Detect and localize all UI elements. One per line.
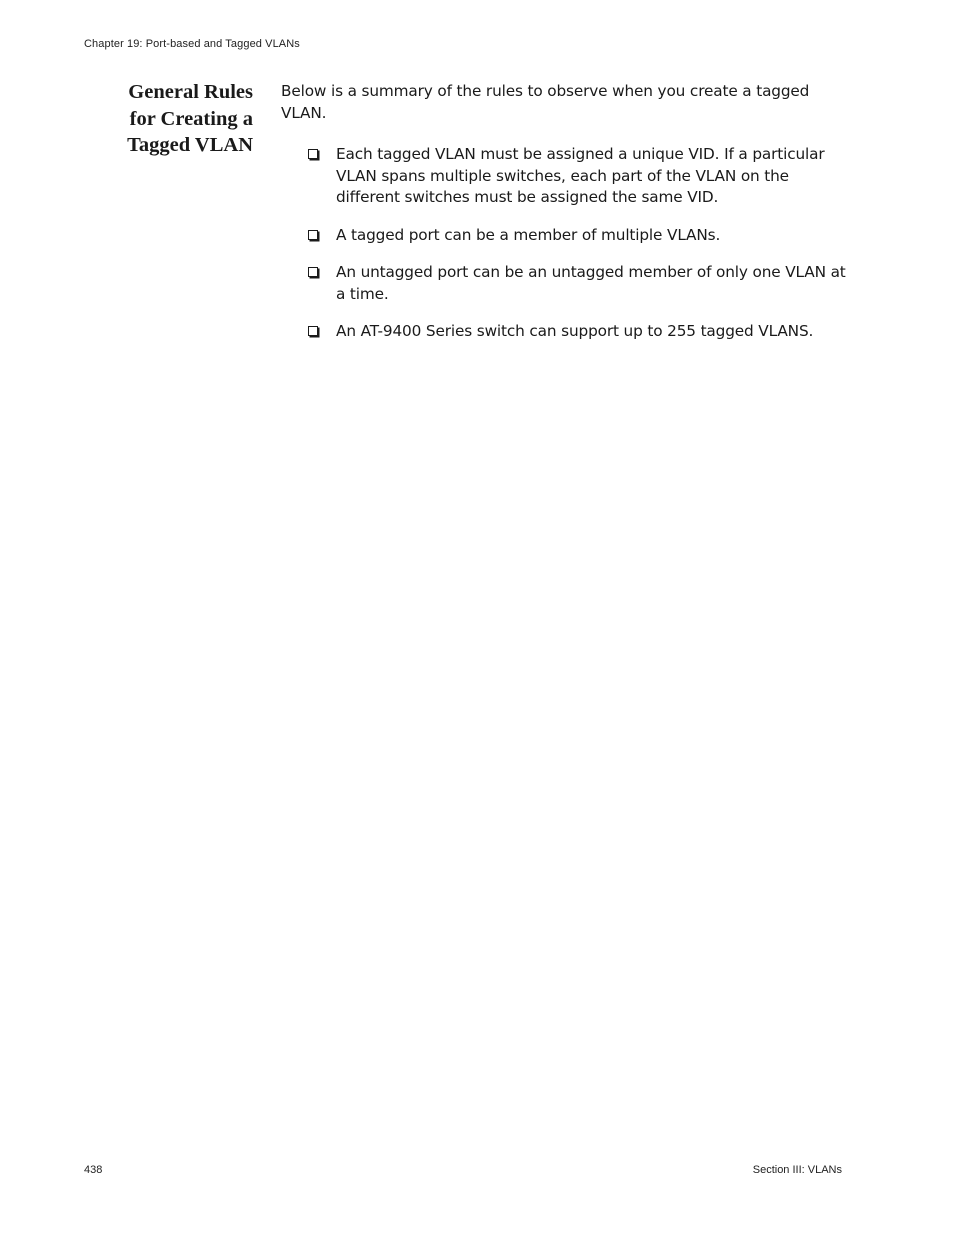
list-item (306, 321, 851, 343)
rule-text: An AT-9400 Series switch can support up to 255 tagged VLANS. (336, 321, 814, 340)
running-header: Chapter 19: Port-based and Tagged VLANs (84, 38, 300, 50)
checkbox-icon (308, 149, 318, 159)
list-item (306, 225, 851, 247)
page-number: 438 (84, 1164, 103, 1176)
section-heading-line: General Rules (128, 81, 253, 103)
section-heading-line: for Creating a (129, 107, 253, 130)
list-item (306, 262, 851, 305)
rule-text: A tagged port can be a member of multiple VLANs. (336, 225, 721, 244)
rule-text: An untagged port can be an untagged member of only one VLAN at a time. (336, 262, 846, 303)
section-heading-line: Tagged VLAN (127, 134, 253, 156)
checkbox-icon (308, 326, 318, 336)
checkbox-icon (308, 267, 318, 277)
footer-section-label: Section III: VLANs (752, 1164, 842, 1176)
rule-text: Each tagged VLAN must be assigned a unique VID. If a particular VLAN spans multiple switches, each part of the VLAN on the different switches must be assigned the same VID. (336, 145, 825, 207)
section-heading (84, 79, 253, 159)
intro-paragraph: Below is a summary of the rules to observe when you create a tagged VLAN. (281, 82, 810, 122)
list-item (306, 144, 851, 209)
checkbox-icon (308, 230, 318, 240)
rules-list (306, 144, 851, 358)
